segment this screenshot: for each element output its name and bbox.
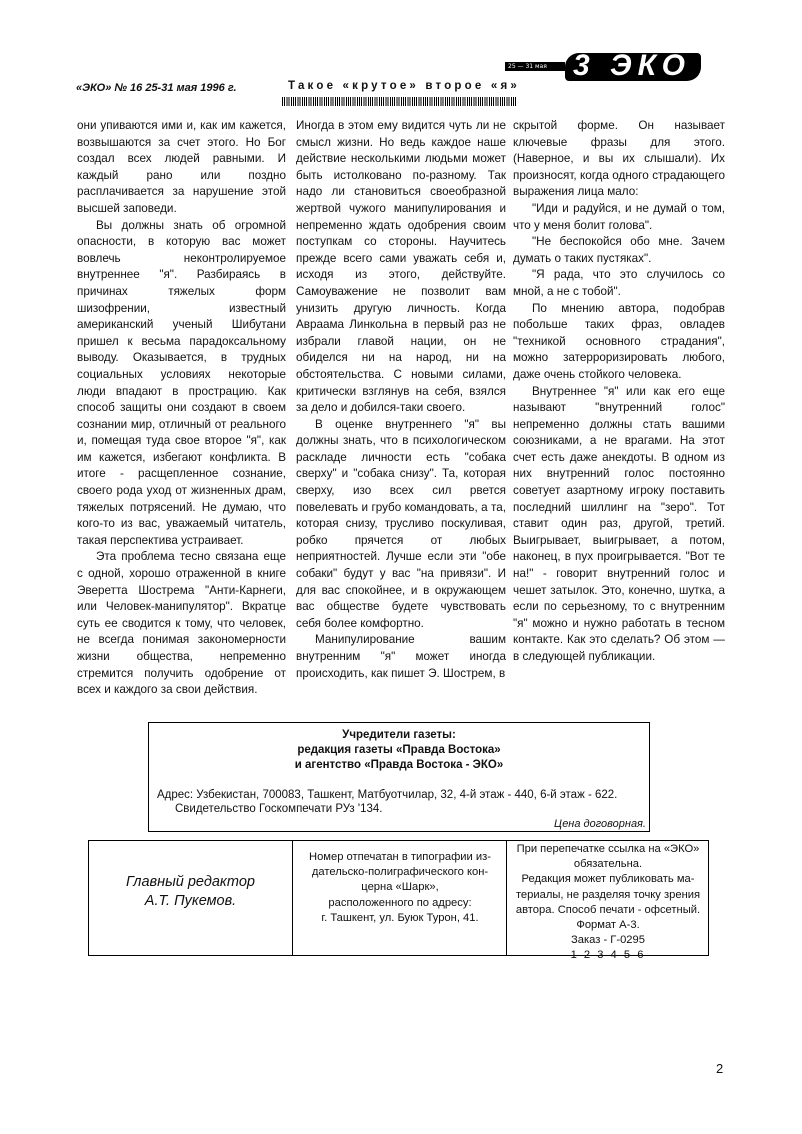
paragraph: Вы должны знать об огромной опасности, в которую вас может вовлечь неконтролируемое внутреннее "я". Разбираясь в причинах тяжелых форм шизофрении, известный американский ученый Шибутани пришел к весьма парадоксальному выводу. Оказывается, в трудных социальных условиях некоторые люди впадают в прострацию. Как способ защиты они создают в своем сознании мир, отличный от реального и, помещая туда свое второе "я", как им кажется, избегают конфликта. В итоге - расщепленное сознание, своего рода уход от жизненных драм, тяжелых потрясений. Не думаю, что кого-то из вас, уважаемый читатель, такая перспектива устраивает.	[77, 218, 286, 547]
printing-line: Номер отпечатан в типографии из-	[308, 851, 491, 863]
paragraph: Иногда в этом ему видится чуть ли не смысл жизни. Но ведь каждое наше действие несколькими людьми может быть истолковано по-разному. Так надо ли становиться своеобразной жертвой чужого манипулирования и непременно ждать одобрения своим поступкам со стороны. Научитесь прежде всего сами уважать себя и, исходя из этого, действуйте. Самоуважение не позволит вам унизить другую личность. Когда Авраама Линкольна в первый раз не избрали главой нации, он не обиделся ни на народ, ни на обстоятельства. С новыми силами, критически взглянув на себя, взялся за дело и добился-таки своего.	[296, 119, 506, 415]
notes-line: автора. Способ печати - офсетный.	[515, 903, 701, 916]
notes-line: Редакция может публиковать ма-	[521, 873, 695, 886]
page-number: 2	[716, 1061, 724, 1076]
editor-cell	[89, 841, 292, 955]
editor-name: А.Т. Пукемов.	[144, 893, 237, 909]
newspaper-logo	[505, 49, 701, 82]
founders-heading: Учредители газеты:	[342, 729, 456, 741]
text-column-1	[77, 118, 286, 699]
certificate: Свидетельство Госкомпечати РУз '134.	[175, 803, 383, 815]
paragraph: "Иди и радуйся, и не думай о том, что у меня болит голова".	[513, 201, 725, 232]
logo-mark	[565, 49, 701, 82]
text-column-2	[296, 118, 506, 682]
printing-line: церна «Шарк»,	[361, 881, 439, 894]
notes-cell	[506, 841, 709, 962]
paragraph: По мнению автора, подобрав побольше таких фраз, овладев "техникой основного страдания", можно затерроризировать любого, даже очень стойкого человека.	[513, 301, 725, 381]
address: Адрес: Узбекистан, 700083, Ташкент, Матбуотчилар, 32, 4-й этаж - 440, 6-й этаж - 622.	[157, 789, 618, 801]
founders-box	[148, 722, 650, 832]
paragraph: Эта проблема тесно связана еще с одной, хорошо отраженной в книге Эверетта Шострема "Анти-Карнеги, или Человек-манипулятор". Вкратце суть ее сводится к тому, что человек, не всегда понимая закономерности жизни общества, непременно стремится получить одобрение от всех и каждого за свои действия.	[77, 550, 286, 697]
paragraph: Манипулирование вашим внутренним "я" может иногда происходить, как пишет Э. Шострем, в	[296, 633, 506, 680]
order-digits: 1 2 3 4 5 6	[570, 949, 646, 962]
founders-line: и агентство «Правда Востока - ЭКО»	[294, 759, 504, 771]
logo-text: 3 ЭКО	[573, 49, 691, 82]
printing-line: г. Ташкент, ул. Буюк Турон, 41.	[321, 911, 479, 924]
paragraph: они упиваются ими и, как им кажется, возвышаются за счет этого. Но Бог создал всех людей равными. И каждый рано или поздно расплачивается за нарушение этой высшей заповеди.	[77, 119, 286, 215]
paragraph: Внутреннее "я" или как его еще называют "внутренний голос" непременно должны стать вашими союзниками, а не врагами. На этот счет есть даже анекдоты. В одном из них внутренний голос постоянно советует азартному игроку поставить последний шиллинг на "зеро". Тот ставит один раз, другой, третий. Выигрывает, выигрывает, а потом, наконец, в пух проигрывается. "Вот те на!" - говорит внутренний голос и чешет затылок. Это, конечно, шутка, а если по серьезному, то с внутренним "я" можно и нужно работать в тесном контакте. Как это сделать? Об этом — в следующей публикации.	[513, 384, 725, 663]
paragraph: скрытой форме. Он называет ключевые фразы для этого. (Наверное, и вы их слышали). Их произносят, когда одного страдающего выражения лица мало:	[513, 119, 725, 199]
logo-date: 25 — 31 мая	[508, 63, 547, 70]
notes-line: териалы, не разделяя точку зрения	[515, 888, 701, 901]
notes-line: Формат А-3.	[576, 919, 640, 932]
notes-line: Заказ - Г-0295	[571, 934, 645, 947]
issue-line: «ЭКО» № 16 25-31 мая 1996 г.	[76, 82, 237, 94]
article-title: Такое «крутое» второе «я»	[288, 80, 520, 92]
printing-line: расположенного по адресу:	[328, 896, 472, 909]
title-rule	[282, 97, 516, 106]
logo-date-strip	[505, 62, 565, 71]
paragraph: "Не беспокойся обо мне. Зачем думать о таких пустяках".	[513, 235, 725, 265]
paragraph: "Я рада, что это случилось со мной, а не с тобой".	[513, 268, 725, 298]
notes-line: обязательна.	[573, 858, 643, 871]
printing-cell	[292, 841, 507, 955]
price-note: Цена договорная.	[553, 818, 646, 830]
imprint-table	[88, 840, 709, 962]
notes-line: При перепечатке ссылка на «ЭКО»	[516, 843, 700, 855]
printing-line: дательско-полиграфического кон-	[311, 866, 489, 879]
text-column-3	[513, 118, 725, 666]
founders-line: редакция газеты «Правда Востока»	[297, 744, 501, 756]
paragraph: В оценке внутреннего "я" вы должны знать, что в психологическом раскладе личности есть "собака сверху" и "собака снизу". Та, которая сверху, изо всех сил рвется повелевать и грубо командовать, а та, которая снизу, трусливо поскуливая, робко прячется от любых неприятностей. Лучше если эти "обе собаки" будут у вас "на привязи". И для вас спокойнее, и в окружающем вас обществе будете чувствовать себя более комфортно.	[296, 417, 506, 630]
editor-title: Главный редактор	[126, 874, 255, 890]
